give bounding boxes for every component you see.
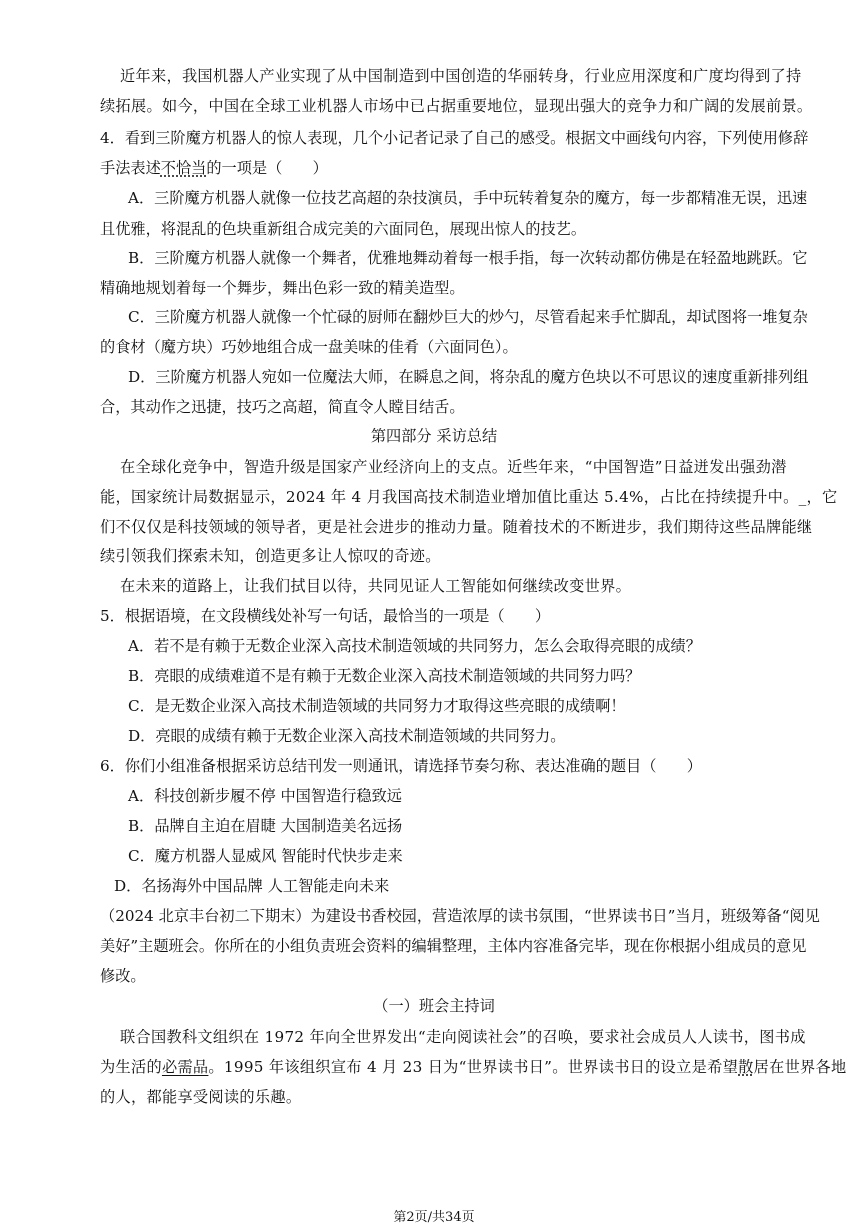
q4-option-a-line-2: 且优雅，将混乱的色块重新组合成完美的六面同色，展现出惊人的技艺。 [100, 220, 586, 238]
q5-option-c: C．是无数企业深入高技术制造领域的共同努力才取得这些亮眼的成绩啊！ [128, 697, 626, 715]
q4-option-b-line-1: B．三阶魔方机器人就像一个舞者，优雅地舞动着每一根手指，每一次转动都仿佛是在轻盈地跳跃。它 [128, 249, 808, 267]
q4-stem-tail: 的一项是（ ） [206, 159, 328, 177]
part4-para-line-3: 们不仅仅是科技领域的领导者，更是社会进步的推动力量。随着技术的不断进步，我们期待这些品牌能继 [100, 518, 813, 536]
next-intro-line-2: 美好”主题班会。你所在的小组负责班会资料的编辑整理，主体内容准备完毕，现在你根据小组成员的意见 [100, 937, 807, 955]
intro-line-2: 续拓展。如今，中国在全球工业机器人市场中已占据重要地位，显现出强大的竞争力和广阔的发展前景。 [100, 97, 813, 115]
q4-option-c-line-1: C．三阶魔方机器人就像一个忙碌的厨师在翻炒巨大的炒勺，尽管看起来手忙脚乱，却试图将一堆复杂 [128, 308, 808, 326]
next-intro-line-1: （2024 北京丰台初二下期末）为建设书香校园，营造浓厚的读书氛围，“世界读书日”当月，班级筹备“阅见 [100, 907, 820, 925]
q4-stem-part: 手法表述 [100, 159, 161, 177]
part4-para-line-1: 在全球化竞争中，智造升级是国家产业经济向上的支点。近些年来，“中国智造”日益迸发出强劲潜 [120, 458, 787, 476]
page-footer: 第2页/共34页 [393, 1210, 475, 1225]
q4-stem-line-1: 4．看到三阶魔方机器人的惊人表现，几个小记者记录了自己的感受。根据文中画线句内容，下列使用修辞 [100, 129, 809, 147]
next-intro-line-3: 修改。 [100, 967, 146, 985]
q5-option-a: A．若不是有赖于无数企业深入高技术制造领域的共同努力，怎么会取得亮眼的成绩？ [128, 637, 701, 655]
host-para-line-1: 联合国教科文组织在 1972 年向全世界发出“走向阅读社会”的召唤，要求社会成员人人读书，图书成 [120, 1028, 806, 1046]
q4-emphasis: 不恰当 [160, 159, 207, 177]
q6-option-d: D．名扬海外中国品牌 人工智能走向未来 [114, 877, 390, 895]
part4-heading: 第四部分 采访总结 [370, 427, 498, 445]
part4-para-line-4: 续引领我们探索未知，创造更多让人惊叹的奇迹。 [100, 547, 441, 565]
q5-option-b: B．亮眼的成绩难道不是有赖于无数企业深入高技术制造领域的共同努力吗？ [128, 667, 641, 685]
q6-option-a: A．科技创新步履不停 中国智造行稳致远 [128, 787, 402, 805]
q6-option-c: C．魔方机器人显威风 智能时代快步走来 [128, 847, 403, 865]
underlined-word: 必需品 [161, 1058, 209, 1076]
host-para-part: 为生活的 [100, 1058, 162, 1076]
host-para-line-3: 的人，都能享受阅读的乐趣。 [100, 1088, 302, 1106]
host-para-part: 居在世界各地 [753, 1058, 847, 1076]
host-para-line-2 [100, 1057, 847, 1077]
q4-option-c-line-2: 的食材（魔方块）巧妙地组合成一盘美味的佳肴（六面同色）。 [100, 338, 518, 356]
q4-option-d-line-2: 合，其动作之迅捷，技巧之高超，简直令人瞠目结舌。 [100, 398, 465, 416]
q4-option-d-line-1: D．三阶魔方机器人宛如一位魔法大师，在瞬息之间，将杂乱的魔方色块以不可思议的速度重新排列组 [128, 368, 809, 386]
q6-stem: 6．你们小组准备根据采访总结刊发一则通讯，请选择节奏匀称、表达准确的题目（ ） [100, 757, 702, 775]
q5-option-d: D．亮眼的成绩有赖于无数企业深入高技术制造领域的共同努力。 [128, 727, 566, 745]
q4-option-b-line-2: 精确地规划着每一个舞步，舞出色彩一致的精美造型。 [100, 279, 465, 297]
intro-line-1: 近年来，我国机器人产业实现了从中国制造到中国创造的华丽转身，行业应用深度和广度均得到了持 [120, 67, 802, 85]
q5-stem: 5．根据语境，在文段横线处补写一句话，最恰当的一项是（ ） [100, 607, 551, 625]
q4-option-a-line-1: A．三阶魔方机器人就像一位技艺高超的杂技演员，手中玩转着复杂的魔方，每一步都精准无误，迅速 [128, 189, 808, 207]
dotted-char: 散 [738, 1058, 754, 1076]
q6-option-b: B．品牌自主迫在眉睫 大国制造美名远扬 [128, 817, 403, 835]
part4-para-line-5: 在未来的道路上，让我们拭目以待，共同见证人工智能如何继续改变世界。 [120, 577, 632, 595]
part4-para-line-2: 能，国家统计局数据显示，2024 年 4 月我国高技术制造业增加值比重达 5.4%，占比在持续提升中。_，它 [100, 488, 838, 506]
q4-stem-line-2 [100, 158, 800, 178]
section-heading: （一）班会主持词 [373, 997, 495, 1015]
host-para-part: 。1995 年该组织宣布 4 月 23 日为“世界读书日”。世界读书日的设立是希望 [208, 1058, 739, 1076]
